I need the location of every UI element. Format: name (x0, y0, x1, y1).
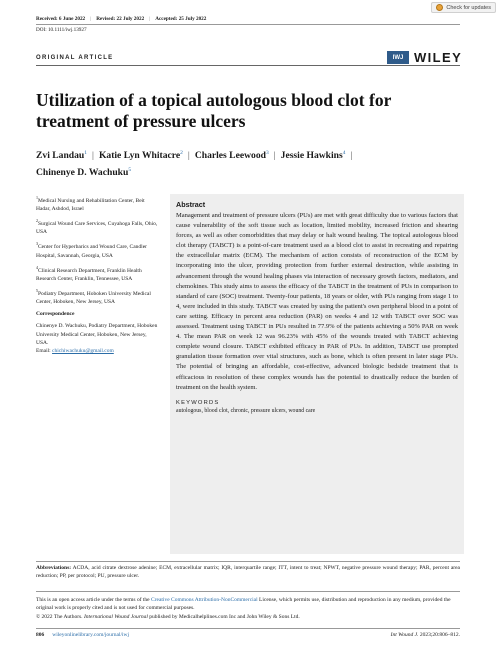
page-number: 806 (36, 632, 45, 638)
publisher-logo (387, 50, 462, 65)
author-name[interactable]: Zvi Landau (36, 150, 85, 162)
citation: 2023;20:806–812. (419, 632, 460, 638)
affiliation (36, 194, 160, 213)
author-separator: | (273, 150, 276, 162)
license-text: License, which permits use, distribution and reproduction in any medium, provided the original work is properly cited and is not used for commercial purposes. (36, 597, 451, 612)
copyright-journal: International Wound Journal (83, 613, 148, 620)
affiliation-text: Surgical Wound Care Services, Cuyahoga Falls, Ohio, USA (36, 221, 158, 236)
affiliation (36, 287, 160, 306)
email-link[interactable]: chichiwachuku@gmail.com (52, 347, 114, 354)
received-date: Received: 6 June 2022 (36, 16, 86, 22)
author-affiliation-ref[interactable]: 5 (128, 167, 132, 174)
affiliation-number: 4 (36, 264, 38, 270)
author-affiliation-ref[interactable]: 1 (84, 150, 88, 156)
abbreviations-text: ACDA, acid citrate dextrose adenine; ECM, extracellular matrix; IQR, interquartile range; ITT, intent to treat; NPWT, negative pressure wound therapy; PAR, percent area reduction; PP, per protocol; PU, pressure ulcer. (36, 565, 460, 580)
abbreviations-label: Abbreviations: (36, 565, 72, 571)
divider (36, 591, 460, 592)
journal-logo-icon: IWJ (387, 51, 409, 64)
correspondence (36, 322, 160, 355)
abstract-box (170, 194, 464, 554)
affiliation (36, 264, 160, 283)
journal-abbrev: Int Wound J. (390, 632, 419, 638)
journal-url-link[interactable]: wileyonlinelibrary.com/journal/iwj (52, 632, 130, 638)
cc-license-link[interactable]: Creative Commons Attribution-NonCommercial (151, 597, 258, 603)
affiliation-number: 2 (36, 218, 38, 224)
author-affiliation-ref[interactable]: 3 (265, 150, 269, 156)
keywords: autologous, blood clot, chronic, pressure ulcers, wound care (176, 407, 316, 414)
doi: DOI: 10.1111/iwj.13927 (36, 27, 87, 33)
wiley-logo-text: WILEY (414, 50, 463, 65)
author-list (36, 146, 456, 180)
affiliation-text: Center for Hyperbarics and Wound Care, Candler Hospital, Savannah, Georgia, USA (36, 244, 147, 259)
accepted-date: Accepted: 25 July 2022 (155, 16, 207, 22)
author-name[interactable]: Katie Lyn Whitacre (98, 150, 181, 162)
author-separator: | (187, 150, 190, 162)
date-separator: | (90, 16, 92, 22)
abstract-heading: Abstract (176, 200, 206, 209)
affiliations (36, 194, 160, 359)
author-name[interactable]: Chinenye D. Wachuku (36, 167, 129, 179)
article-type: ORIGINAL ARTICLE (36, 55, 114, 61)
email-label: Email: (36, 347, 51, 354)
affiliation-number: 1 (36, 195, 38, 200)
affiliation-text: Clinical Research Department, Franklin Health Research Center, Franklin, Tennessee, USA (36, 267, 142, 282)
correspondence-heading: Correspondence (36, 311, 75, 318)
author-separator: | (92, 150, 94, 162)
affiliation (36, 240, 160, 259)
affiliation-number: 3 (36, 241, 38, 247)
abstract-text: Management and treatment of pressure ulcers (PUs) are met with great difficulty due to various factors that cause vulnerability of the soft tissue such as location, limited mobility, increased friction and shearing forces, as well as other comorbidities that may delay or halt wound healing. The topical autologous blood clot therapy (TABCT) is a point-of-care treatment used as a blood clot to assist in recreating and repairing the extracellular matrix (ECM). The mechanism of action consists of reconstruction of the ECM by incorporating into the ulcer, providing protection from further external destruction, while assisting in advancement through the wound healing phases via interaction of necessary growth factors, mediators, and chemokines. This study aims to assess the efficacy of the TABCT in the treatment of PUs in comparison to standard of care (SOC) treatment. Twenty-four patients, 18 years or older, with PUs ranging from stage 1 to 4, were included in this study. TABCT was created by using the patient's own peripheral blood in a point of care setting. Efficacy in percent area reduction (PAR) on weeks 4 and 12 with TABCT over SOC was assessed. Treatment using TABCT in PUs resulted in 77.9% of the patients achieving a 50% PAR on week 4. The mean PAR on week 12 was 96.23% with 45% of the wounds treated with TABCT achieving complete wound closure. TABCT exhibited efficacy in PAR of PUs. In addition, TABCT use prompted granulation tissue formation over vital structures, such as bone, which is often present in later stage PUs. The potential of bringing an affordable, cost-effective, advanced biologic bedside treatment that is efficacious in resolution of these complex wounds has the potential to drastically reduce the burden of treatment on the health system. (176, 212, 458, 391)
author-affiliation-ref[interactable]: 4 (342, 150, 346, 156)
author-name[interactable]: Charles Leewood (194, 150, 266, 162)
affiliation-text: Podiatry Department, Hoboken University Medical Center, Hoboken, New Jersey, USA (36, 290, 151, 305)
keywords-heading: KEYWORDS (176, 399, 220, 406)
license-text: This is an open access article under the terms of the (36, 597, 152, 603)
divider (36, 24, 460, 25)
date-separator: | (149, 16, 151, 22)
correspondence-text: Chinenye D. Wachuku, Podiatry Department, Hoboken University Medical Center, Hoboken, New Jersey, USA. (36, 323, 158, 346)
author-name[interactable]: Jessie Hawkins (280, 150, 343, 162)
affiliation-number: 5 (36, 287, 38, 293)
divider (36, 561, 460, 562)
affiliation-text: Medical Nursing and Rehabilitation Center, Beit Hadar, Ashdod, Israel (36, 197, 145, 213)
check-for-updates-label: Check for updates (446, 4, 491, 11)
revised-date: Revised: 22 July 2022 (96, 16, 145, 22)
abbreviations (36, 564, 460, 581)
article-title: Utilization of a topical autologous blood clot for treatment of pressure ulcers (36, 90, 392, 131)
page-footer (36, 632, 460, 638)
affiliation (36, 217, 160, 236)
license-notice (36, 596, 460, 621)
author-affiliation-ref[interactable]: 2 (180, 150, 183, 156)
copyright-text: published by Medicalhelplines.com Inc and John Wiley & Sons Ltd. (147, 613, 300, 620)
article-dates (36, 16, 206, 22)
divider (36, 628, 460, 629)
author-separator: | (350, 150, 353, 162)
copyright-text: © 2022 The Authors. (36, 613, 84, 620)
check-for-updates-button[interactable] (431, 2, 496, 13)
crossmark-icon (436, 4, 443, 11)
divider (36, 65, 460, 66)
